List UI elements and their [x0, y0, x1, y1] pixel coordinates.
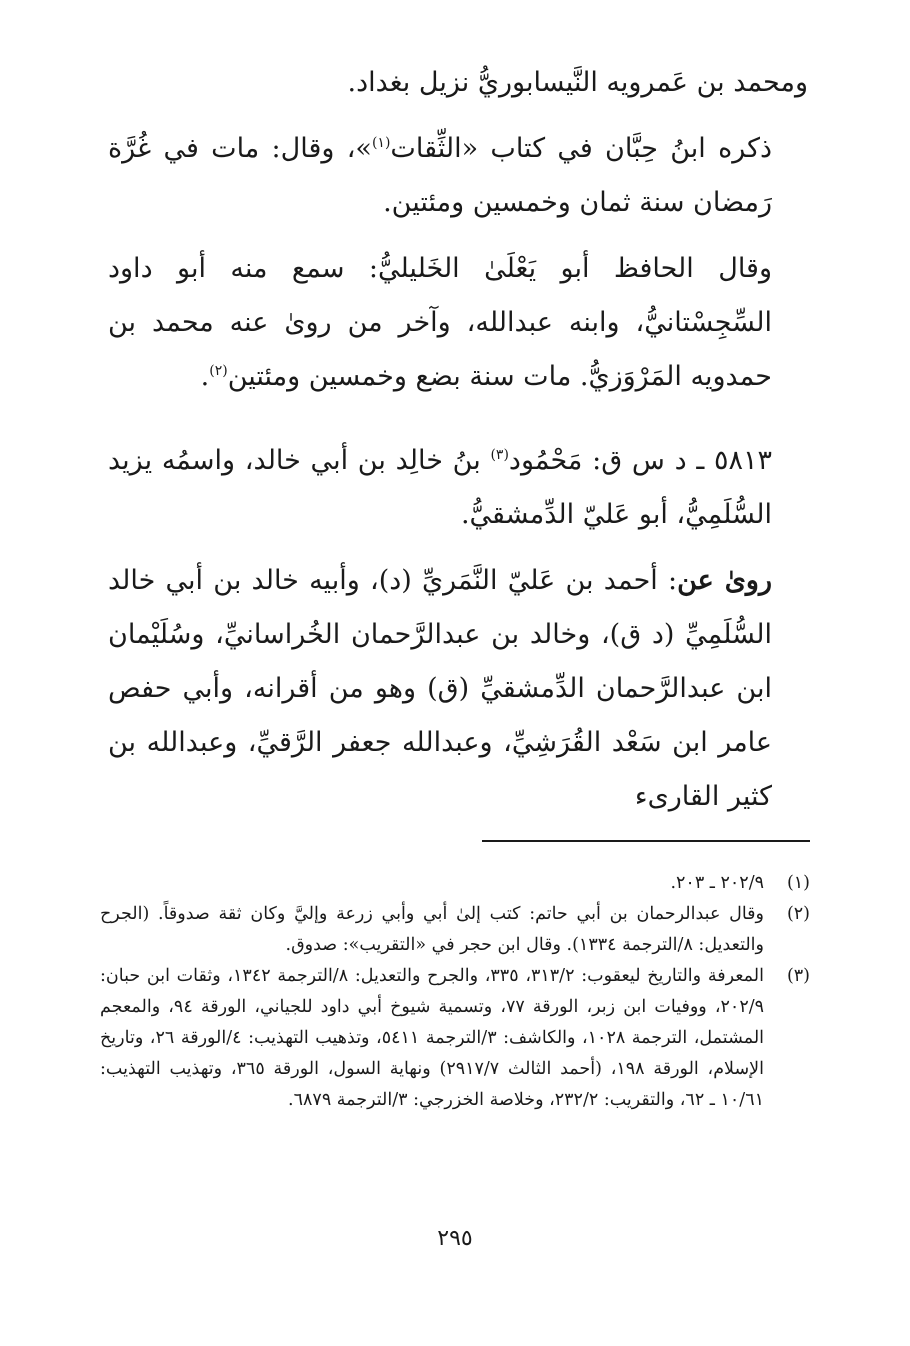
paragraph-3-text-a: وقال الحافظ أبو يَعْلَىٰ الخَليليُّ: سمع منه أبو داود السِّجِسْتانيُّ، وابنه عبدالله، وآخر من روىٰ عنه محمد بن حمدويه المَرْوَزيُّ. مات سنة بضع وخمسين ومئتين	[108, 253, 772, 392]
footnote-text: وقال عبدالرحمان بن أبي حاتم: كتب إلىٰ أبي وأبي زرعة وإليَّ وكان ثقة صدوقاً. (الجرح والتعديل: ٨/الترجمة ١٣٣٤). وقال ابن حجر في «التقريب»: صدوق.	[100, 904, 764, 955]
entry-heading-text-b: بنُ خالِد بن أبي خالد، واسمُه يزيد السُّلَمِيُّ، أبو عَليّ الدِّمشقيُّ.	[108, 445, 772, 530]
footnote-1	[100, 868, 810, 899]
page-number: ٢٩٥	[437, 1226, 473, 1251]
footnote-number: (٢)	[786, 904, 810, 924]
paragraph-3	[108, 242, 808, 404]
footnote-text: المعرفة والتاريخ ليعقوب: ٣١٣/٢، ٣٣٥، والجرح والتعديل: ٨/الترجمة ١٣٤٢، وثقات ابن حبان: ٢٠٢/٩، ووفيات ابن زبر، الورقة ٧٧، وتسمية شيوخ أبي داود للجياني، الورقة ٩٤، والمعجم المشتمل، الترجمة ١٠٢٨، والكاشف: ٣/الترجمة ٥٤١١، وتذهيب التهذيب: ٤/الورقة ٢٦، وتاريخ الإسلام، الورقة ١٩٨، (أحمد الثالث ٢٩١٧/٧) ونهاية السول، الورقة ٣٦٥، وتهذيب التهذيب: ١٠/٦١ ـ ٦٢، والتقريب: ٢٣٢/٢، وخلاصة الخزرجي: ٣/الترجمة ٦٨٧٩.	[100, 966, 765, 1110]
narrators-paragraph	[108, 554, 808, 824]
footnote-ref-1[interactable]: (١)	[371, 135, 391, 151]
footnote-text: ٢٠٢/٩ ـ ٢٠٣.	[670, 873, 764, 893]
footnote-ref-2[interactable]: (٢)	[209, 363, 228, 379]
paragraph-1	[108, 56, 808, 110]
footnote-number: (١)	[786, 873, 810, 893]
footnote-2	[100, 899, 810, 961]
footnote-3	[100, 961, 810, 1116]
paragraph-1-text: ومحمد بن عَمرويه النَّيسابوريُّ نزيل بغداد.	[347, 67, 808, 98]
footnotes	[100, 868, 810, 1116]
entry-heading	[108, 434, 808, 542]
paragraph-2-text-a: ذكره ابنُ حِبَّان في كتاب «الثِّقات	[390, 133, 772, 164]
footnote-number: (٣)	[786, 966, 810, 986]
narrators-text: : أحمد بن عَليّ النَّمَريِّ (د)، وأبيه خالد بن أبي خالد السُّلَمِيِّ (د ق)، وخالد بن عبدالرَّحمان الخُراسانيِّ، وسُلَيْمان ابن عبدالرَّحمان الدِّمشقيِّ (ق) وهو من أقرانه، وأبي حفص عامر ابن سَعْد القُرَشِيِّ، وعبدالله جعفر الرَّقيِّ، وعبدالله بن كثير القارىء	[108, 565, 772, 812]
footnote-ref-3[interactable]: (٣)	[490, 447, 509, 463]
main-text	[108, 56, 808, 836]
paragraph-2-text-b: »، وقال: مات في غُرَّة رَمضان سنة ثمان وخمسين ومئتين.	[108, 133, 772, 218]
narrated-from-label: روىٰ عن	[677, 565, 772, 596]
paragraph-3-text-b: .	[200, 361, 210, 392]
footnote-separator	[482, 840, 810, 842]
entry-heading-text-a: ٥٨١٣ ـ د س ق: مَحْمُود	[508, 445, 772, 476]
paragraph-2	[108, 122, 808, 230]
